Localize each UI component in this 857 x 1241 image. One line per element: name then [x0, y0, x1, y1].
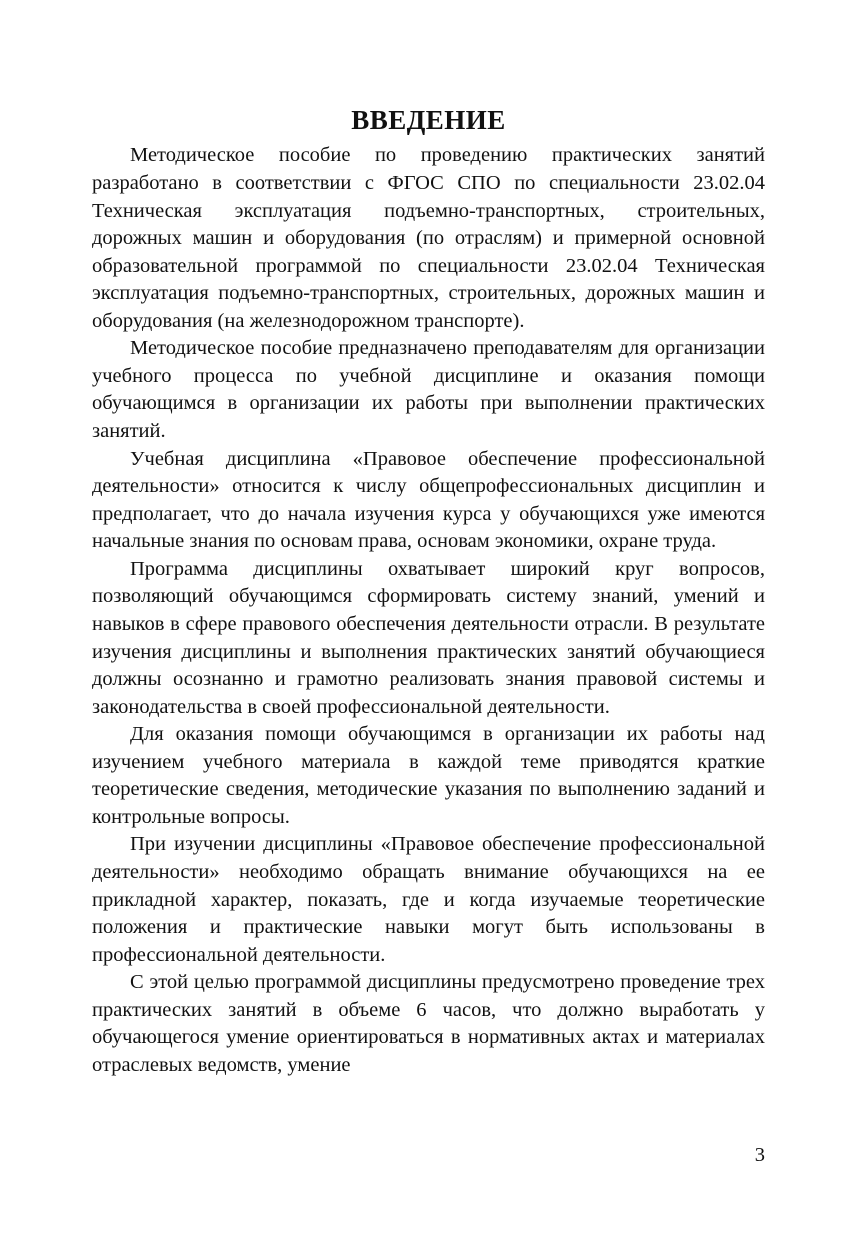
page-number: 3 — [754, 1144, 765, 1166]
page-title: ВВЕДЕНИЕ — [351, 105, 506, 135]
paragraph: Для оказания помощи обучающимся в организации их работы над изучением учебного материала в каждой теме приводятся краткие теоретические сведения, методические указания по выполнению заданий и контрольные вопросы. — [92, 723, 765, 828]
paragraph: Учебная дисциплина «Правовое обеспечение профессиональной деятельности» относится к числу общепрофессиональных дисциплин и предполагает, что до начала изучения курса у обучающихся уже имеются начальные знания по основам права, основам экономики, охране труда. — [92, 447, 765, 553]
paragraph: При изучении дисциплины «Правовое обеспечение профессиональной деятельности» необходимо обращать внимание обучающихся на ее прикладной характер, показать, где и когда изучаемые теоретические положения и практические навыки могут быть использованы в профессиональной деятельности. — [92, 833, 765, 966]
body-text — [92, 142, 765, 1079]
paragraph: Программа дисциплины охватывает широкий круг вопросов, позволяющий обучающимся сформировать систему знаний, умений и навыков в сфере правового обеспечения деятельности отрасли. В результате изучения дисциплины и выполнения практических занятий обучающиеся должны осознанно и грамотно реализовать знания правовой системы и законодательства в своей профессиональной деятельности. — [92, 557, 765, 718]
paragraph: Методическое пособие по проведению практических занятий разработано в соответствии с ФГОС СПО по специальности 23.02.04 Техническая эксплуатация подъемно-транспортных, строительных, дорожных машин и оборудования (по отраслям) и примерной основной образовательной программой по специальности 23.02.04 Техническая эксплуатация подъемно-транспортных, строительных, дорожных машин и оборудования (на железнодорожном транспорте). — [92, 144, 765, 332]
paragraph: Методическое пособие предназначено преподавателям для организации учебного процесса по учебной дисциплине и оказания помощи обучающимся в организации их работы при выполнении практических занятий. — [92, 337, 765, 443]
paragraph: С этой целью программой дисциплины предусмотрено проведение трех практических занятий в объеме 6 часов, что должно выработать у обучающегося умение ориентироваться в нормативных актах и материалах отраслевых ведомств, умение — [92, 971, 765, 1076]
